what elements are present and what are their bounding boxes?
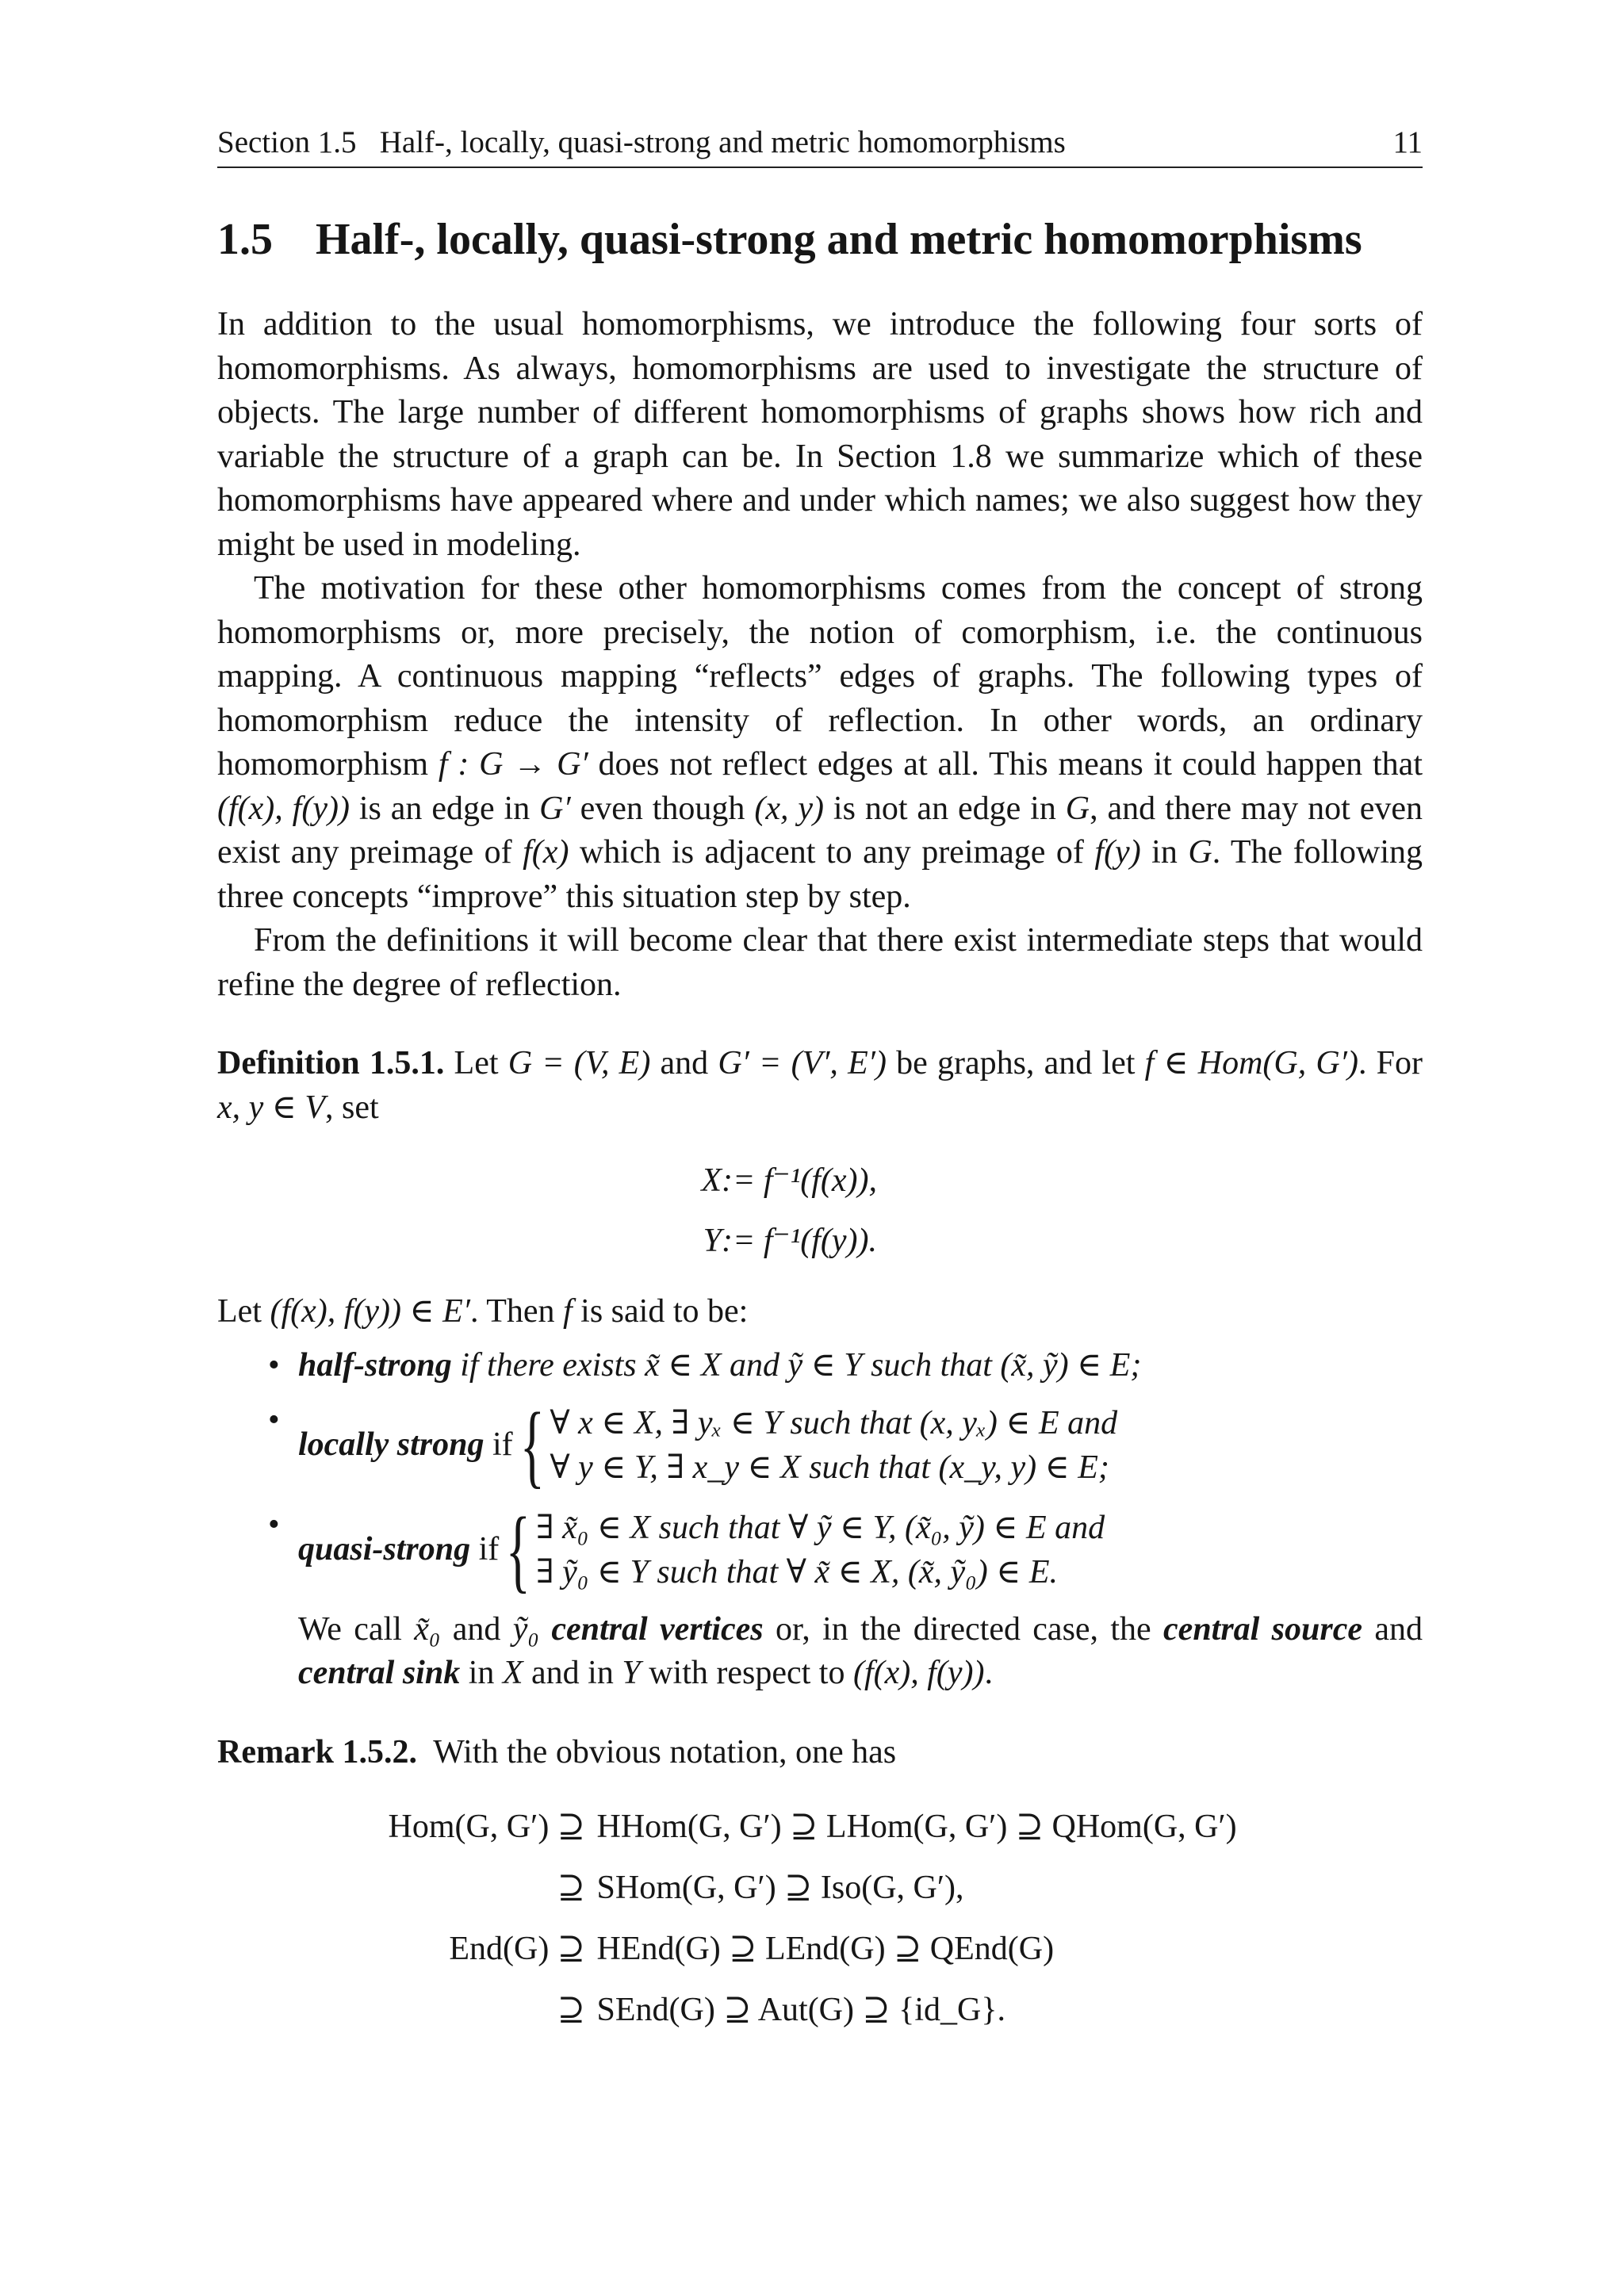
equation-rhs: := f⁻¹(f(x)),	[722, 1162, 878, 1199]
text: in	[1140, 834, 1189, 871]
text: be graphs, and let	[886, 1045, 1145, 1081]
math: (x, y)	[754, 790, 825, 827]
text: With the obvious notation, one has	[416, 1733, 897, 1770]
math: x, y ∈ V	[217, 1089, 326, 1126]
running-title: Section 1.5 Half-, locally, quasi-strong and metric homomorphisms	[217, 125, 1066, 159]
text: The motivation for these other homomorphisms comes from the concept of strong homomorphisms or, more precisely, the notion of comorphism, i.e. the continuous mapping. A continuous mapping “reflects” edges of graphs. The following types of homomorphism reduce the intensity of reflection. In other words, an ordinary homomorphism	[217, 570, 1423, 783]
text: with respect to	[640, 1655, 853, 1691]
math: ỹ₀	[512, 1610, 540, 1648]
cases-group	[298, 1392, 1118, 1497]
inclusion-chain	[217, 1797, 1423, 2041]
text: . For	[1358, 1045, 1423, 1081]
defined-term: • quasi-strong	[298, 1531, 471, 1568]
text: . The following three concepts “improve” this situation step by step.	[217, 834, 1423, 915]
math: (f(x), f(y))	[852, 1655, 985, 1691]
aligned-left: ⊇	[557, 1992, 585, 2028]
text: .	[984, 1655, 994, 1691]
text: does not reflect edges at all. This means it could happen that	[588, 746, 1423, 783]
left-brace: {	[519, 1392, 545, 1497]
math: f	[563, 1293, 573, 1330]
aligned-left: Hom(G, G′) ⊇	[388, 1809, 585, 1845]
list-item-locally-strong	[217, 1392, 1423, 1497]
math: G′	[539, 790, 571, 827]
math: G = (V, E)	[508, 1045, 651, 1081]
list-item-quasi-strong	[217, 1497, 1423, 1602]
section-heading	[217, 208, 1423, 271]
case-line: ∃ ỹ₀ ∈ Y such that ∀ x̃ ∈ X, (x̃, ỹ₀) ∈ E.	[535, 1553, 1059, 1591]
text: and	[1362, 1610, 1423, 1648]
math: f ∈ Hom(G, G′)	[1144, 1045, 1358, 1081]
aligned-row	[217, 1797, 1423, 1858]
aligned-right: SHom(G, G′) ⊇ Iso(G, G′),	[588, 1870, 964, 1906]
equation-rhs: := f⁻¹(f(y)).	[722, 1223, 878, 1259]
aligned-right: HHom(G, G′) ⊇ LHom(G, G′) ⊇ QHom(G, G′)	[588, 1809, 1237, 1845]
defined-term: central vertices	[551, 1610, 764, 1648]
math: f : G → G′	[438, 746, 588, 783]
math: G	[1188, 834, 1212, 871]
aligned-right: HEnd(G) ⊇ LEnd(G) ⊇ QEnd(G)	[588, 1931, 1055, 1967]
text: or, in the directed case, the	[763, 1610, 1164, 1648]
item-text: if there exists x̃ ∈ X and ỹ ∈ Y such that (x̃, ỹ) ∈ E;	[451, 1346, 1142, 1384]
central-vertices-paragraph	[298, 1608, 1423, 1696]
section-number: 1.5	[217, 215, 273, 264]
aligned-left: ⊇	[557, 1870, 585, 1906]
math: Y	[622, 1655, 641, 1691]
equation-lhs: X	[701, 1162, 722, 1199]
case-line: ∀ y ∈ Y, ∃ x_y ∈ X such that (x_y, y) ∈ E;	[550, 1449, 1109, 1486]
equation-lhs: Y	[703, 1223, 722, 1259]
text: We call	[298, 1610, 415, 1648]
text: and	[440, 1610, 513, 1648]
text: is an edge in	[349, 790, 540, 827]
case-line: ∃ x̃₀ ∈ X such that ∀ ỹ ∈ Y, (x̃₀, ỹ) ∈ E and	[535, 1509, 1105, 1546]
aligned-row	[217, 1858, 1423, 1919]
running-header	[217, 119, 1423, 168]
text: . Then	[469, 1293, 563, 1330]
text: is said to be:	[572, 1293, 749, 1330]
section-title: Half-, locally, quasi-strong and metric homomorphisms	[316, 215, 1362, 264]
math: (f(x), f(y))	[217, 790, 350, 827]
cases-lines	[550, 1401, 1117, 1490]
math: X	[502, 1655, 523, 1691]
defined-term: • locally strong	[298, 1426, 485, 1463]
paragraph-2	[217, 567, 1423, 919]
text: which is adjacent to any preimage of	[569, 834, 1095, 871]
equation-row	[217, 1150, 1423, 1211]
text: and	[650, 1045, 718, 1081]
text: even though	[570, 790, 755, 827]
left-brace: {	[505, 1497, 531, 1602]
math: f(y)	[1094, 834, 1141, 871]
list-item-half-strong	[217, 1344, 1423, 1388]
paragraph-3: From the definitions it will become clear that there exist intermediate steps that would refine the degree of reflection.	[217, 922, 1423, 1003]
math: x̃₀	[414, 1610, 441, 1648]
aligned-row	[217, 1919, 1423, 1980]
page-number: 11	[1392, 125, 1423, 159]
math: G′ = (V′, E′)	[718, 1045, 887, 1081]
item-text: if	[470, 1531, 500, 1568]
math: f(x)	[523, 834, 569, 871]
defined-term: central source	[1163, 1610, 1363, 1648]
text: Let	[444, 1045, 508, 1081]
text: and in	[523, 1655, 622, 1691]
definition-let	[217, 1290, 1423, 1334]
defined-term: central sink	[298, 1655, 461, 1691]
definition-intro	[217, 1042, 1423, 1130]
aligned-left: End(G) ⊇	[449, 1931, 585, 1967]
defined-term: half-strong	[298, 1346, 452, 1384]
equation-row	[217, 1211, 1423, 1271]
paragraph-1: In addition to the usual homomorphisms, we introduce the following four sorts of homomorphisms. As always, homomorphisms are used to investigate the structure of objects. The large number of different homomorphisms of graphs shows how rich and variable the structure of a graph can be. In Section 1.8 we summarize which of these homomorphisms have appeared where and under which names; we also suggest how they might be used in modeling.	[217, 306, 1423, 563]
display-equations	[217, 1150, 1423, 1271]
math: G	[1065, 790, 1090, 827]
page-body	[217, 208, 1423, 2041]
text: in	[460, 1655, 503, 1691]
aligned-row	[217, 1980, 1423, 2041]
text: , and there may not even exist any preimage of	[217, 790, 1423, 871]
cases-lines	[536, 1506, 1105, 1594]
definition-label: Definition 1.5.1.	[217, 1045, 445, 1081]
text: is not an edge in	[824, 790, 1066, 827]
text: Let	[217, 1293, 270, 1330]
case-line: ∀ x ∈ X, ∃ yₓ ∈ Y such that (x, yₓ) ∈ E and	[550, 1404, 1118, 1441]
math: (f(x), f(y)) ∈ E′	[270, 1293, 470, 1330]
cases-group	[298, 1497, 1105, 1602]
remark-label: Remark 1.5.2.	[217, 1733, 417, 1770]
text: , set	[325, 1089, 379, 1126]
item-text: if	[484, 1426, 513, 1463]
remark-intro	[217, 1731, 1423, 1775]
definition-list	[217, 1344, 1423, 1602]
aligned-right: SEnd(G) ⊇ Aut(G) ⊇ {id_G}.	[588, 1992, 1006, 2028]
